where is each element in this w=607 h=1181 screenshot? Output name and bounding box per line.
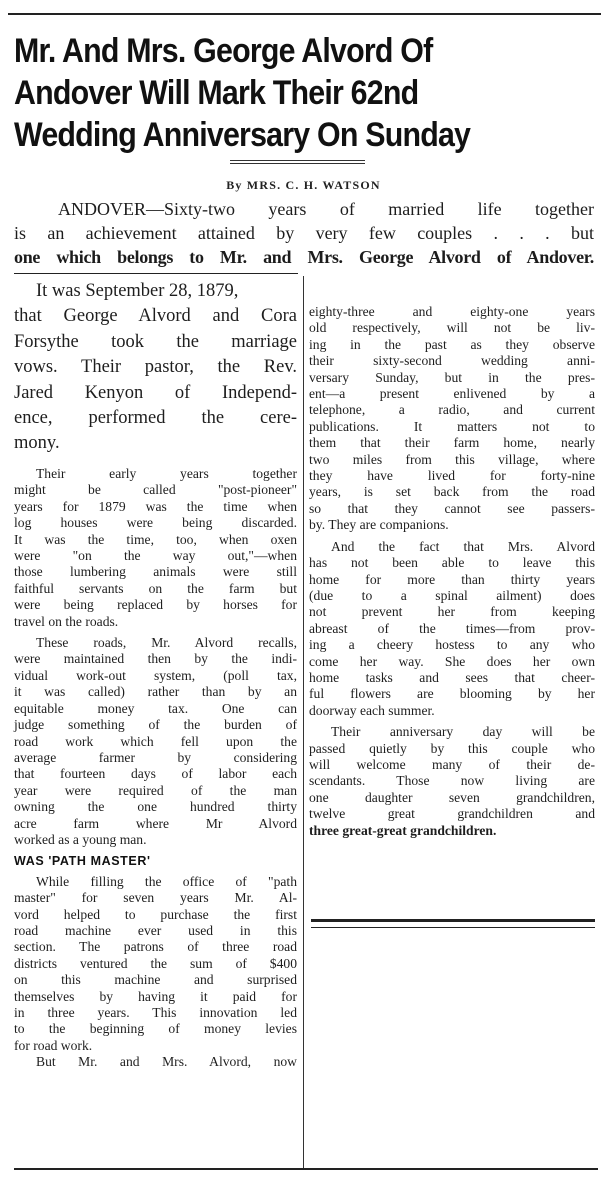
headline-line-3: Wedding Anniversary On Sunday	[14, 116, 471, 154]
headline-line-1: Mr. And Mrs. George Alvord Of	[14, 32, 433, 70]
text-line: for road work.	[14, 1037, 93, 1053]
text-line: vows. Their pastor, the Rev.	[14, 357, 297, 378]
text-line: twelve great grandchildren and	[309, 806, 595, 822]
text-line: two miles from this village, where	[309, 451, 595, 467]
text-line: It was the time, too, when oxen	[14, 531, 297, 547]
text-line: ing a cheery hostess to any who	[309, 637, 595, 653]
text-line: that George Alvord and Cora	[14, 306, 297, 327]
headline-divider	[230, 160, 365, 161]
text-line: passed quietly by this couple who	[309, 740, 595, 756]
top-rule	[8, 13, 601, 15]
text-line: those lumbering animals were still	[14, 564, 297, 580]
text-line: While filling the office of "path	[36, 873, 297, 889]
text-line: And the fact that Mrs. Alvord	[331, 538, 595, 554]
column-1-intro	[14, 279, 297, 457]
text-line: on this machine and surprised	[14, 972, 297, 988]
headline-divider-2	[230, 163, 365, 164]
text-line: travel on the roads.	[14, 613, 119, 629]
text-line: were "on the way out,"—when	[14, 548, 297, 564]
text-line: abreast of the times—from prov-	[309, 620, 595, 636]
text-line: will welcome many of their de-	[309, 756, 595, 772]
text-line: were maintained then by the indi-	[14, 651, 297, 667]
text-line: districts ventured the sum of $400	[14, 955, 297, 971]
text-line: (due to a spinal ailment) does	[309, 587, 595, 603]
text-line: old respectively, will not be liv-	[309, 320, 595, 336]
text-line: not prevent her from keeping	[309, 604, 595, 620]
text-line: It was September 28, 1879,	[36, 281, 239, 301]
text-line: home for more than thirty years	[309, 571, 595, 587]
text-line: equitable money tax. One can	[14, 700, 297, 716]
text-line: years for 1879 was the time when	[14, 498, 297, 514]
text-line: doorway each summer.	[309, 702, 435, 718]
text-line: master" for seven years Mr. Al-	[14, 890, 297, 906]
byline: By MRS. C. H. WATSON	[226, 178, 381, 192]
bottom-rule	[14, 1168, 598, 1170]
text-line: might be called "post-pioneer"	[14, 482, 297, 498]
text-line: ent—a present enlivened by a	[309, 386, 595, 402]
text-line: road work which fell upon the	[14, 733, 297, 749]
text-line: were being replaced by horses for	[14, 597, 297, 613]
section-subhead: WAS 'PATH MASTER'	[14, 854, 151, 869]
text-line: judge something of the burden of	[14, 717, 297, 733]
column-1-body	[14, 466, 297, 1071]
lead-bottom-rule	[14, 273, 298, 274]
text-line: eighty-three and eighty-one years	[309, 304, 595, 319]
text-line: has not been able to leave this	[309, 555, 595, 571]
text-line: publications. It matters not to	[309, 418, 595, 434]
text-line: average farmer by considering	[14, 749, 297, 765]
text-line: their sixty-second wedding anni-	[309, 353, 595, 369]
text-line: acre farm where Mr Alvord	[14, 815, 297, 831]
headline-line-2: Andover Will Mark Their 62nd	[14, 74, 419, 112]
text-line: Forsythe took the marriage	[14, 331, 297, 352]
text-line: road machine ever used in this	[14, 922, 297, 938]
text-line: vidual work-out system, (poll tax,	[14, 667, 297, 683]
lead-line: one which belongs to Mr. and Mrs. George Alvord of Andover.	[14, 247, 594, 267]
text-line: to the beginning of money levies	[14, 1021, 297, 1037]
text-line: ing in the past as they observe	[309, 336, 595, 352]
lead-line: is an achievement attained by very few couples . . . but	[14, 223, 594, 243]
text-line: home tasks and sees that cheer-	[309, 669, 595, 685]
text-line: scendants. Those now living are	[309, 773, 595, 789]
text-line: ence, performed the cere-	[14, 408, 297, 429]
text-line: they have lived for forty-nine	[309, 468, 595, 484]
text-line: one daughter seven grandchildren,	[309, 789, 595, 805]
text-line: telephone, a radio, and current	[309, 402, 595, 418]
text-line: Jared Kenyon of Independ-	[14, 382, 297, 403]
text-line: versary Sunday, but in the pres-	[309, 369, 595, 385]
text-line: three great-great grandchildren.	[309, 822, 497, 838]
text-line: These roads, Mr. Alvord recalls,	[36, 635, 297, 651]
column-divider	[303, 276, 304, 1169]
text-line: owning the one hundred thirty	[14, 799, 297, 815]
text-line: Their early years together	[36, 466, 297, 481]
text-line: come her way. She does her own	[309, 653, 595, 669]
text-line: Their anniversary day will be	[331, 724, 595, 740]
text-line: log houses were being discarded.	[14, 515, 297, 531]
column-2-end-rule-thin	[311, 927, 595, 928]
text-line: by. They are companions.	[309, 517, 449, 533]
text-line: vord helped to purchase the first	[14, 906, 297, 922]
text-line: themselves by having it paid for	[14, 988, 297, 1004]
text-line: years, is set back from the road	[309, 484, 595, 500]
text-line: it was called) rather than by an	[14, 684, 297, 700]
text-line: But Mr. and Mrs. Alvord, now	[36, 1054, 297, 1070]
text-line: them that their farm home, nearly	[309, 435, 595, 451]
text-line: worked as a young man.	[14, 831, 147, 847]
column-2-end-rule	[311, 919, 595, 922]
text-line: so that they cannot see passers-	[309, 500, 595, 516]
text-line: ful flowers are blooming by her	[309, 686, 595, 702]
text-line: section. The patrons of three road	[14, 939, 297, 955]
text-line: mony.	[14, 433, 60, 454]
headline	[14, 30, 529, 156]
lead-paragraph	[14, 197, 594, 269]
text-line: in three years. This innovation led	[14, 1005, 297, 1020]
text-line: that fourteen days of labor each	[14, 766, 297, 782]
column-2-body	[309, 304, 595, 839]
text-line: faithful servants on the farm but	[14, 580, 297, 596]
text-line: year were required of the man	[14, 782, 297, 798]
lead-line: ANDOVER—Sixty-two years of married life together	[58, 199, 594, 219]
